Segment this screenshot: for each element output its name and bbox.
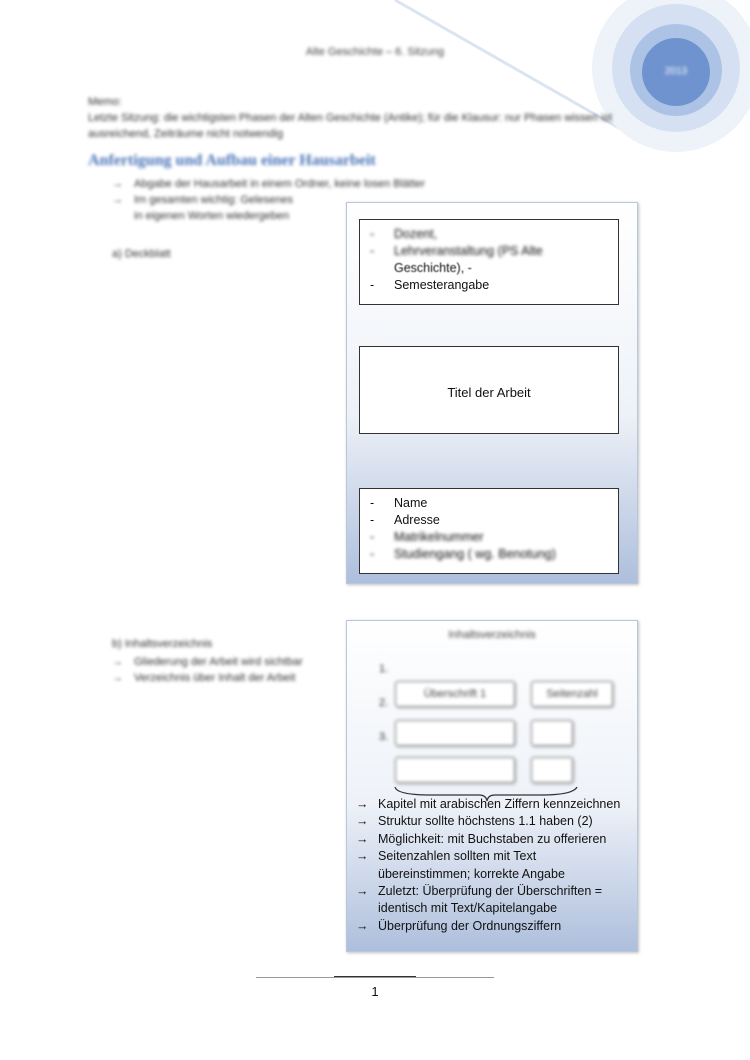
arrow-icon: → — [112, 656, 123, 668]
heading-box — [395, 757, 515, 783]
arrow-icon: → — [356, 884, 369, 899]
toc-notes — [356, 796, 620, 935]
list-item: - Semesterangabe — [370, 278, 490, 292]
list-item: - Lehrveranstaltung (PS Alte — [370, 244, 543, 258]
arrow-icon: → — [356, 814, 369, 829]
toc-number: 2. — [379, 697, 389, 709]
inhalt-bullets — [112, 654, 303, 686]
list-item: → Zuletzt: Überprüfung der Überschriften = — [356, 883, 620, 900]
heading-box — [395, 720, 515, 746]
list-item: → Kapitel mit arabischen Ziffern kennzeichnen — [356, 796, 620, 813]
list-item: identisch mit Text/Kapitelangabe — [378, 901, 558, 916]
list-item: Geschichte), - — [394, 261, 472, 275]
list-item: übereinstimmen; korrekte Angabe — [378, 866, 565, 881]
list-item: → Möglichkeit: mit Buchstaben zu offerieren — [356, 831, 620, 848]
memo-text: Letzte Sitzung: die wichtigsten Phasen der Alten Geschichte (Antike); für die Klausur: nur Phasen wissen ist ausreichend, Zeiträume nicht notwendig — [88, 112, 612, 140]
list-item: - Studiengang ( wg. Benotung) — [370, 547, 556, 561]
page-number-box: Seitenzahl — [531, 681, 613, 707]
memo-label: Memo: — [88, 96, 122, 108]
list-item: in eigenen Worten wiedergeben — [134, 210, 290, 222]
list-item: → Struktur sollte höchstens 1.1 haben (2) — [356, 813, 620, 830]
year-badge: 2013 — [664, 66, 688, 77]
arrow-icon: → — [356, 918, 369, 933]
toc-number: 1. — [379, 663, 389, 675]
page-header-title: Alte Geschichte – 6. Sitzung — [305, 46, 445, 58]
memo — [88, 94, 648, 142]
list-item: → Seitenzahlen sollten mit Text — [356, 848, 620, 865]
page-number-box — [531, 757, 573, 783]
arrow-icon: → — [356, 831, 369, 846]
list-item: - Matrikelnummer — [370, 530, 484, 544]
list-item: → Im gesamten wichtig: Gelesenes — [112, 194, 293, 206]
toc-title: Inhaltsverzeichnis — [448, 629, 536, 641]
deckblatt-bottom-box — [359, 488, 619, 574]
arrow-icon: → — [112, 672, 123, 684]
section-heading: Anfertigung und Aufbau einer Hausarbeit — [88, 152, 376, 169]
footer-divider — [256, 977, 494, 978]
deckblatt-label: a) Deckblatt — [112, 248, 171, 260]
list-item: - Name — [370, 496, 428, 510]
arrow-icon: → — [112, 194, 123, 206]
list-item: → Abgabe der Hausarbeit in einem Ordner, keine losen Blätter — [112, 178, 426, 190]
list-item: → Verzeichnis über Inhalt der Arbeit — [112, 672, 296, 684]
deckblatt-top-box — [359, 219, 619, 305]
list-item: → Überprüfung der Ordnungsziffern — [356, 918, 620, 935]
inhalt-label: b) Inhaltsverzeichnis — [112, 638, 213, 650]
list-item: → Gliederung der Arbeit wird sichtbar — [112, 656, 303, 668]
toc-number: 3. — [379, 731, 389, 743]
page-number-box — [531, 720, 573, 746]
footer-divider-accent — [334, 976, 416, 977]
list-item: - Adresse — [370, 513, 440, 527]
heading-box: Überschrift 1 — [395, 681, 515, 707]
arrow-icon: → — [356, 797, 369, 811]
arrow-icon: → — [112, 178, 123, 190]
deckblatt-title-box — [359, 346, 619, 434]
page-number: 1 — [371, 984, 379, 999]
arrow-icon: → — [356, 849, 369, 864]
list-item: - Dozent, — [370, 227, 438, 241]
deckblatt-panel — [346, 202, 638, 584]
title-text: Titel der Arbeit — [447, 385, 531, 400]
